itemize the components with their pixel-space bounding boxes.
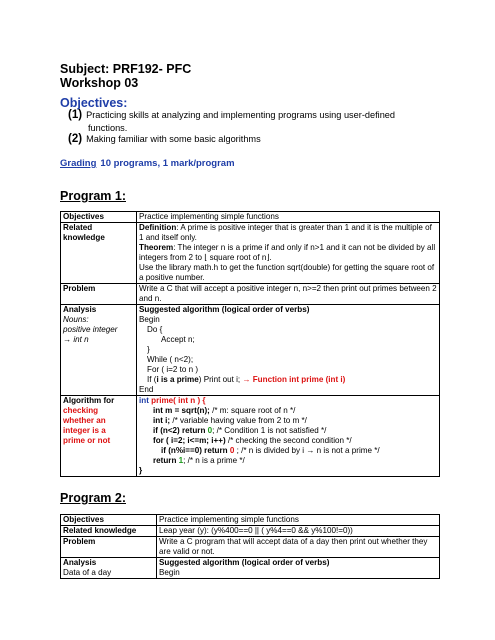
algo-line: Accept n;	[161, 335, 195, 344]
algo-if-function: → Function int prime (int i)	[242, 375, 346, 384]
algo-if-cond: i is a prime	[156, 375, 199, 384]
theorem-text: : The integer n is a prime if and only if n>1 and it can not be divided by all integers from 2 to ⌊ square root of n⌋.	[139, 243, 436, 262]
code-value: 0	[229, 446, 235, 455]
table-row	[61, 537, 440, 558]
code-end: }	[139, 466, 143, 475]
code-stmt: int i;	[153, 416, 171, 425]
objective-number: (1)	[68, 109, 83, 121]
objectives-text: Practice implementing simple functions	[137, 212, 440, 223]
algorithm-title: Suggested algorithm (logical order of verbs)	[139, 305, 310, 314]
code-signature	[139, 396, 437, 406]
table-row	[61, 515, 440, 526]
subject-line: Subject: PRF192- PFC	[60, 62, 192, 76]
program1-title: Program 1:	[60, 189, 126, 203]
program2-table	[60, 514, 440, 579]
problem-label: Problem	[61, 537, 157, 558]
program2-title: Program 2:	[60, 491, 126, 505]
code-stmt: return	[153, 456, 179, 465]
table-row	[61, 305, 440, 396]
related-text	[137, 223, 440, 284]
objective-text: Practicing skills at analyzing and implementing programs using user-defined	[86, 110, 396, 120]
code-line	[139, 436, 437, 446]
table-row	[61, 558, 440, 579]
algo-if-line	[139, 375, 437, 385]
code-comment: /* m: square root of n */	[209, 406, 296, 415]
code-stmt: if (n%i==0) return	[161, 446, 230, 455]
code-comment: /* variable having value from 2 to m */	[170, 416, 307, 425]
objective-item-2	[68, 134, 261, 145]
code-comment: ; /* n is a prime */	[183, 456, 245, 465]
related-label: Related knowledge	[61, 223, 137, 284]
table-row	[61, 526, 440, 537]
algo-label-line: integer is a	[63, 426, 106, 435]
library-note: Use the library math.h to get the function sqrt(double) for getting the square root of a positive number.	[139, 263, 435, 282]
code-comment: ; /* Condition 1 is not satisfied */	[212, 426, 327, 435]
code-line	[139, 456, 437, 466]
definition	[139, 223, 437, 243]
nouns-label: Nouns:	[63, 315, 89, 324]
code-line	[139, 406, 437, 416]
grading-text: 10 programs, 1 mark/program	[100, 158, 235, 169]
code-sig-name: prime( int n ) {	[151, 396, 206, 405]
problem-text: Write a C program that will accept data of a day then print out whether they are valid or not.	[157, 537, 440, 558]
definition-text: : A prime is positive integer that is greater than 1 and it is the multiple of 1 and itself only.	[139, 223, 432, 242]
analysis-label: Analysis	[63, 558, 97, 567]
code-value: 0	[207, 426, 213, 435]
objective-item-1	[68, 110, 395, 121]
definition-label: Definition	[139, 223, 177, 232]
theorem-label: Theorem	[139, 243, 174, 252]
code-stmt: int m = sqrt(n);	[153, 406, 210, 415]
table-row	[61, 212, 440, 223]
code-comment: /* checking the second condition */	[225, 436, 352, 445]
code-line	[139, 416, 437, 426]
algo-if-pre: If (	[147, 375, 157, 384]
algo-label-line: prime or not	[63, 436, 111, 445]
objective-item-1-cont: functions.	[88, 123, 128, 133]
table-row	[61, 284, 440, 305]
grading-link[interactable]: Grading	[60, 158, 97, 169]
subject-heading	[60, 62, 191, 90]
program1-table	[60, 211, 440, 477]
code-value: 1	[178, 456, 184, 465]
table-row	[61, 396, 440, 477]
code-cell	[137, 396, 440, 477]
algo-label-line: whether an	[63, 416, 106, 425]
nouns-arrow: → int n	[63, 335, 89, 344]
algo-line: Begin	[139, 315, 160, 324]
objectives-label: Objectives	[61, 515, 157, 526]
code-comment: ; /* n is divided by i → n is not a prime */	[234, 446, 380, 455]
analysis-label: Analysis	[63, 305, 97, 314]
algo-line: For ( i=2 to n )	[147, 365, 199, 374]
algorithm-title: Suggested algorithm (logical order of verbs)	[159, 558, 330, 567]
algo-end: End	[139, 385, 154, 394]
workshop-line: Workshop 03	[60, 76, 139, 90]
algorithm-cell	[137, 305, 440, 396]
grading-line	[60, 158, 235, 169]
code-stmt: if (n<2) return	[153, 426, 208, 435]
analysis-sub: Data of a day	[63, 568, 112, 577]
objective-text: Making familiar with some basic algorithms	[86, 134, 261, 144]
algo-if-post: ) Print out i;	[198, 375, 243, 384]
algo-line: Do {	[147, 325, 163, 334]
objective-number: (2)	[68, 133, 83, 145]
code-sig-type: int	[139, 396, 149, 405]
code-line	[139, 426, 437, 436]
algo-begin: Begin	[159, 568, 180, 577]
algo-line: }	[147, 345, 150, 354]
problem-label: Problem	[61, 284, 137, 305]
table-row	[61, 223, 440, 284]
objectives-label: Objectives	[61, 212, 137, 223]
algo-line: While ( n<2);	[147, 355, 194, 364]
algo-label-line: checking	[63, 406, 99, 415]
problem-text: Write a C that will accept a positive integer n, n>=2 then print out primes between 2 and n.	[137, 284, 440, 305]
objectives-text: Practice implementing simple functions	[157, 515, 440, 526]
objectives-title: Objectives:	[60, 96, 128, 110]
algorithm-label-cell	[61, 396, 137, 477]
analysis-cell	[61, 305, 137, 396]
nouns-text: positive integer	[63, 325, 118, 334]
related-label: Related knowledge	[61, 526, 157, 537]
algorithm-cell	[157, 558, 440, 579]
code-line	[139, 446, 437, 456]
theorem	[139, 243, 437, 263]
analysis-cell	[61, 558, 157, 579]
algo-label-line: Algorithm for	[63, 396, 115, 405]
code-stmt: for ( i=2; i<=m; i++)	[153, 436, 226, 445]
related-text: Leap year (y): (y%400==0 || ( y%4==0 && y%100!=0))	[157, 526, 440, 537]
